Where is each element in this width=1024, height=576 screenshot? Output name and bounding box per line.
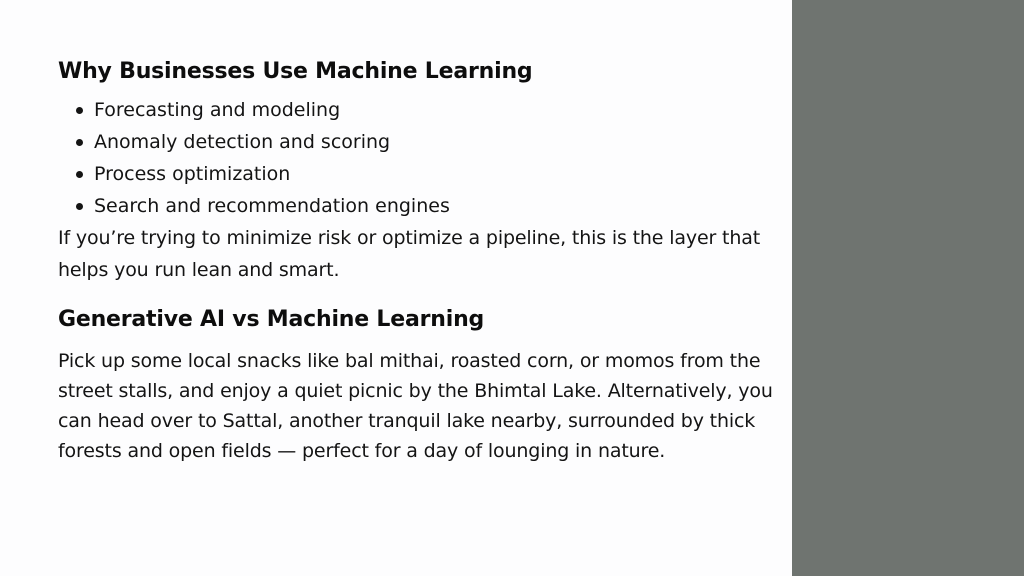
bullet-dot-icon [76, 107, 83, 114]
section-heading-ml-uses: Why Businesses Use Machine Learning [58, 59, 533, 84]
section-heading-genai-vs-ml: Generative AI vs Machine Learning [58, 307, 485, 332]
list-item-text: Forecasting and modeling [94, 99, 341, 121]
bullet-dot-icon [76, 203, 83, 210]
list-item [58, 158, 773, 190]
list-item [58, 190, 773, 222]
bullet-dot-icon [76, 139, 83, 146]
side-panel [792, 0, 1024, 576]
slide-content [58, 56, 773, 466]
section-paragraph-genai: Pick up some local snacks like bal mithai, roasted corn, or momos from the street stalls, and enjoy a quiet picnic by the Bhimtal Lake. Alternatively, you can head over to Sattal, another tranquil lake nearby, surrounded by thick forests and open fields — perfect for a day of lounging in nature. [58, 350, 773, 462]
bullet-dot-icon [76, 171, 83, 178]
list-item [58, 94, 773, 126]
list-item-text: Search and recommendation engines [94, 195, 450, 217]
list-item-text: Anomaly detection and scoring [94, 131, 391, 153]
section-paragraph-ml: If you’re trying to minimize risk or optimize a pipeline, this is the layer that helps you run lean and smart. [58, 227, 761, 281]
list-item [58, 126, 773, 158]
bullet-list [58, 94, 773, 222]
list-item-text: Process optimization [94, 163, 291, 185]
